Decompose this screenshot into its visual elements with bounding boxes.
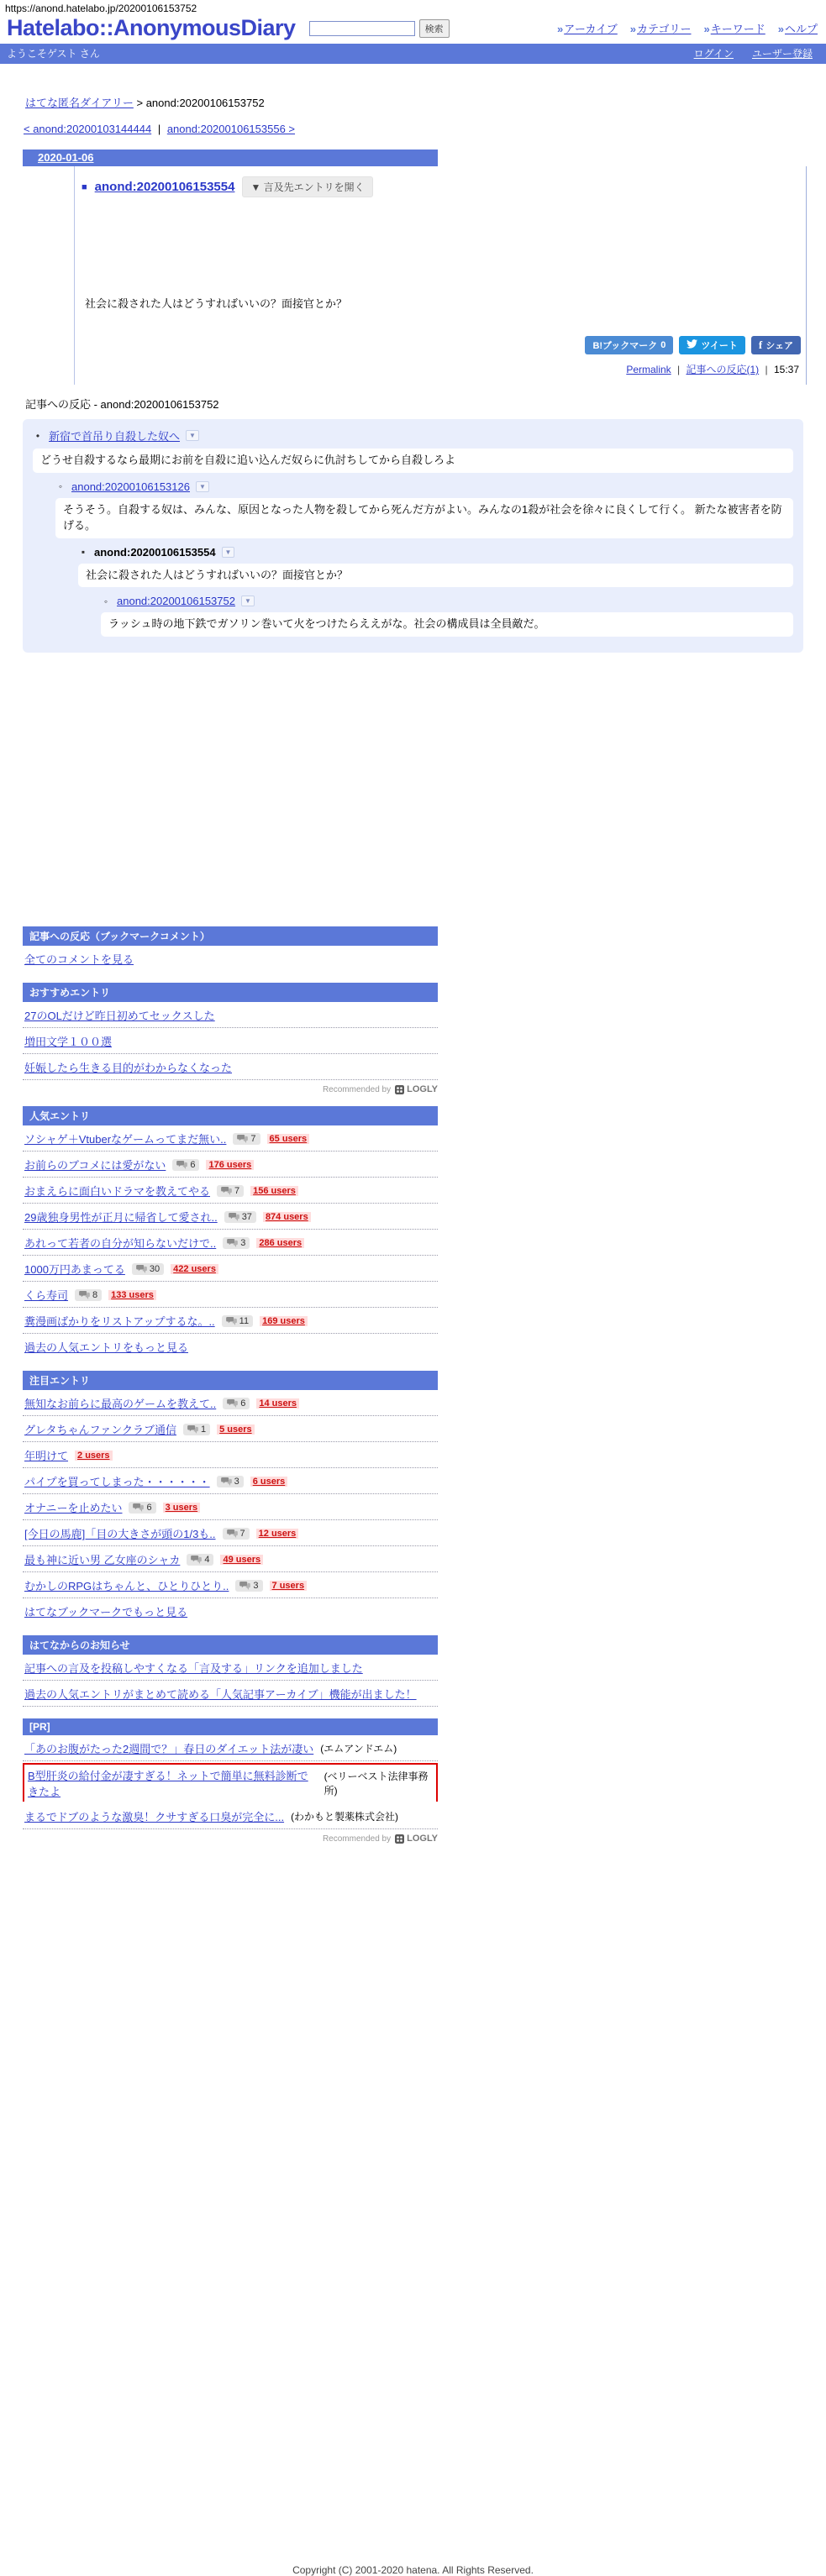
entry-link[interactable]: パイプを買ってしまった・・・・・・ xyxy=(24,1476,210,1489)
entry-link[interactable]: [今日の馬鹿]「目の大きさが頭の1/3も.. xyxy=(24,1528,216,1541)
comment-count-badge: 11 xyxy=(222,1315,253,1327)
list-item xyxy=(23,1416,438,1442)
list-item xyxy=(23,1028,438,1054)
users-count-badge[interactable]: 7 users xyxy=(270,1581,308,1591)
users-count-badge[interactable]: 133 users xyxy=(108,1290,156,1300)
entry-time: 15:37 xyxy=(773,364,799,375)
list-item xyxy=(23,1230,438,1256)
nav-link-help[interactable]: ヘルプ xyxy=(784,23,818,35)
users-count-badge[interactable]: 169 users xyxy=(260,1316,308,1326)
footer-copyright: Copyright (C) 2001-2020 hatena. All Rights Reserved. xyxy=(292,2564,534,2576)
list-item xyxy=(23,1520,438,1546)
section-header-recommended: おすすめエントリ xyxy=(23,983,438,1002)
entry-link[interactable]: 1000万円あまってる xyxy=(24,1263,125,1277)
chevron-down-icon[interactable]: ▼ xyxy=(186,430,199,441)
entry-title-link[interactable]: anond:20200106153554 xyxy=(94,180,235,194)
bullet-square-icon: ▪ xyxy=(81,546,86,559)
share-buttons xyxy=(82,336,801,354)
list-item xyxy=(23,1282,438,1308)
list-item xyxy=(23,1735,438,1761)
entry-link[interactable]: お前らのブコメには愛がない xyxy=(24,1159,166,1173)
comment-count-badge: 7 xyxy=(233,1133,260,1145)
comment-count-badge: 7 xyxy=(217,1185,244,1197)
users-count-badge[interactable]: 2 users xyxy=(75,1451,113,1461)
entry-link[interactable]: むかしのRPGはちゃんと、ひとりひとり.. xyxy=(24,1580,229,1593)
hatena-bookmark-button[interactable] xyxy=(585,336,673,354)
list-item xyxy=(23,1572,438,1598)
section-header-bookmark-comments: 記事への反応（ブックマークコメント） xyxy=(23,926,438,946)
nav-link-keyword[interactable]: キーワード xyxy=(710,23,765,35)
breadcrumb xyxy=(25,94,826,110)
entry-link[interactable]: 27のOLだけど昨日初めてセックスした xyxy=(24,1010,215,1023)
speech-bubbles-icon xyxy=(79,1291,90,1299)
tree-quote: 社会に殺された人はどうすればいいの？面接官とか？ xyxy=(78,564,793,588)
news-link[interactable]: 記事への言及を投稿しやすくなる「言及する」リンクを追加しました xyxy=(24,1662,363,1676)
list-item xyxy=(23,1204,438,1230)
logly-logo[interactable] xyxy=(395,1834,438,1844)
popular-list xyxy=(23,1125,438,1359)
section-header-featured: 注目エントリ xyxy=(23,1371,438,1390)
open-referenced-entry-button[interactable]: ▼ 言及先エントリを開く xyxy=(242,176,372,197)
speech-bubbles-icon xyxy=(229,1213,239,1221)
bullet-circle-icon: ◦ xyxy=(58,480,63,493)
speech-bubbles-icon xyxy=(187,1425,198,1434)
welcome-text: ようこそゲスト さん xyxy=(7,48,100,60)
entry-link[interactable]: 妊娠したら生きる目的がわからなくなった xyxy=(24,1062,233,1075)
users-count-badge[interactable]: 49 users xyxy=(220,1555,263,1565)
entry-section xyxy=(74,166,807,385)
comment-count-badge: 7 xyxy=(223,1528,250,1540)
pager-separator: | xyxy=(157,123,161,135)
nav-link-archive[interactable]: アーカイブ xyxy=(564,23,618,35)
entry-link[interactable]: あれって若者の自分が知らないだけで.. xyxy=(24,1237,217,1251)
hatena-bookmark-label: B!ブックマーク xyxy=(592,341,658,351)
date-link[interactable]: 2020-01-06 xyxy=(38,151,94,164)
tree-node-level3 xyxy=(78,546,793,637)
speech-bubbles-icon xyxy=(191,1556,202,1564)
list-item xyxy=(23,1442,438,1468)
entry-link[interactable]: グレタちゃんファンクラブ通信 xyxy=(24,1424,176,1437)
list-item xyxy=(23,1054,438,1080)
section-header-news: はてなからのお知らせ xyxy=(23,1635,438,1655)
nav-item-keyword xyxy=(704,20,765,36)
entry-title-row xyxy=(82,176,801,197)
site-title-link[interactable]: Hatelabo::AnonymousDiary xyxy=(7,15,296,40)
nav-item-archive xyxy=(557,20,618,36)
news-link[interactable]: 過去の人気エントリがまとめて読める「人気記事アーカイブ」機能が出ました！ xyxy=(24,1688,417,1702)
ad-company: (ベリーベスト法律事務所) xyxy=(324,1771,429,1797)
list-item xyxy=(23,1002,438,1028)
meta-separator: | xyxy=(677,364,681,375)
tree-current-entry: anond:20200106153554 xyxy=(94,545,216,559)
news-list xyxy=(23,1655,438,1707)
nav-item-help xyxy=(778,20,818,36)
prev-entry-link[interactable]: < anond:20200103144444 xyxy=(24,123,152,135)
meta-separator: | xyxy=(765,364,768,375)
chevron-down-icon[interactable]: ▼ xyxy=(196,481,209,492)
ad-link[interactable]: B型肝炎の給付金が凄すぎる！ネットで簡単に無料診断できたよ xyxy=(28,1770,308,1799)
permalink-link[interactable]: Permalink xyxy=(626,364,671,375)
list-item xyxy=(23,1152,438,1178)
section-header-popular: 人気エントリ xyxy=(23,1106,438,1125)
section-header-pr: [PR] xyxy=(23,1718,438,1735)
double-arrow-icon: » xyxy=(777,23,784,35)
entry-link[interactable]: 年明けて xyxy=(24,1450,69,1463)
tree-quote: どうせ自殺するなら最期にお前を自殺に追い込んだ奴らに仇討ちしてから自殺しろよ xyxy=(33,449,793,473)
search-box xyxy=(309,19,450,38)
ad-company: (エムアンドエム) xyxy=(320,1743,397,1755)
tweet-label: ツイート xyxy=(701,341,738,351)
logly-brand-text: LOGLY xyxy=(407,1834,438,1844)
list-item xyxy=(23,1655,438,1681)
recommended-by-text: Recommended by xyxy=(322,1834,392,1844)
list-item xyxy=(23,1308,438,1334)
speech-bubbles-icon xyxy=(136,1265,147,1273)
double-arrow-icon: » xyxy=(703,23,710,35)
more-popular-link[interactable]: 過去の人気エントリをもっと見る xyxy=(24,1341,189,1355)
comment-count-badge: 6 xyxy=(172,1159,199,1171)
entry-link[interactable]: 最も神に近い男 乙女座のシャカ xyxy=(24,1554,181,1567)
comment-count-badge: 3 xyxy=(223,1237,250,1249)
empty-area xyxy=(0,653,826,915)
users-count-badge[interactable]: 156 users xyxy=(250,1186,298,1196)
masthead xyxy=(7,15,821,41)
list-item xyxy=(23,1390,438,1416)
double-arrow-icon: » xyxy=(629,23,637,35)
list-item xyxy=(23,1256,438,1282)
next-entry-link[interactable]: anond:20200106153556 > xyxy=(166,123,296,135)
empty-area xyxy=(0,1845,826,2564)
reactions-count-link[interactable]: 記事への反応(1) xyxy=(686,364,760,375)
entry-link[interactable]: 増田文学１００選 xyxy=(24,1036,113,1049)
list-item xyxy=(23,1468,438,1494)
tree-node-level2 xyxy=(55,480,793,637)
list-item xyxy=(23,1125,438,1152)
collapsed-reference-area xyxy=(82,197,801,295)
entry-link[interactable]: 糞漫画ばかりをリストアップするな。.. xyxy=(24,1315,215,1329)
reactions-heading: 記事への反応 - anond:20200106153752 xyxy=(25,398,219,411)
register-link[interactable]: ユーザー登録 xyxy=(751,48,813,60)
logly-grid-icon xyxy=(395,1834,404,1844)
ad-link[interactable]: 「あのお腹がたった2週間で？」春日のダイエット法が凄い xyxy=(24,1743,314,1756)
ad-link[interactable]: まるでドブのような激臭！クサすぎる口臭が完全に... xyxy=(24,1811,285,1824)
chevron-down-icon[interactable]: ▼ xyxy=(241,595,255,606)
entry-meta xyxy=(82,362,801,380)
users-count-badge[interactable]: 422 users xyxy=(171,1264,218,1274)
users-count-badge[interactable]: 3 users xyxy=(163,1503,201,1513)
breadcrumb-separator: > xyxy=(136,97,144,109)
users-count-badge[interactable]: 5 users xyxy=(217,1424,255,1435)
logly-grid-icon xyxy=(395,1085,404,1094)
comment-count-badge: 37 xyxy=(224,1211,256,1223)
entry-body-text: 社会に殺された人はどうすればいいの？面接官とか？ xyxy=(85,297,348,310)
users-count-badge[interactable]: 176 users xyxy=(206,1160,254,1170)
speech-bubbles-icon xyxy=(176,1161,187,1169)
logly-brand-text: LOGLY xyxy=(407,1084,438,1095)
view-all-comments-link[interactable]: 全てのコメントを見る xyxy=(24,953,134,967)
users-count-badge[interactable]: 6 users xyxy=(250,1477,288,1487)
ad-company: (わかもと製薬株式会社) xyxy=(291,1811,399,1823)
speech-bubbles-icon xyxy=(227,1239,238,1247)
reaction-tree xyxy=(23,419,803,653)
comment-count-badge: 1 xyxy=(183,1424,210,1435)
nav-link-category[interactable]: カテゴリー xyxy=(637,23,692,35)
page-url-text: https://anond.hatelabo.jp/20200106153752 xyxy=(5,3,197,14)
users-count-badge[interactable]: 874 users xyxy=(263,1212,311,1222)
speech-bubbles-icon xyxy=(133,1503,144,1512)
entry-link[interactable]: くら寿司 xyxy=(24,1289,69,1303)
user-bar xyxy=(0,44,826,64)
entry-link[interactable]: 無知なお前らに最高のゲームを教えて.. xyxy=(24,1398,217,1411)
entry-link[interactable]: オナニーを止めたい xyxy=(24,1502,123,1515)
double-arrow-icon: » xyxy=(556,23,564,35)
speech-bubbles-icon xyxy=(221,1477,232,1486)
speech-bubbles-icon xyxy=(227,1399,238,1408)
users-count-badge[interactable]: 65 users xyxy=(267,1134,310,1144)
comment-count-badge: 3 xyxy=(217,1476,244,1487)
entry-anchor-icon[interactable]: ■ xyxy=(82,181,87,192)
tree-quote: そうそう。自殺する奴は、みんな、原因となった人物を殺してから死んだ方がよい。みんなの1殺が社会を徐々に良くして行く。 新たな被害者を防げる。 xyxy=(55,498,793,538)
comment-count-badge: 3 xyxy=(235,1580,262,1592)
tree-entry-link[interactable]: anond:20200106153126 xyxy=(71,480,190,493)
search-input[interactable] xyxy=(309,21,415,36)
date-header xyxy=(23,150,438,166)
comment-count-badge: 6 xyxy=(129,1502,155,1514)
speech-bubbles-icon xyxy=(221,1187,232,1195)
comment-count-badge: 6 xyxy=(223,1398,250,1409)
list-item xyxy=(23,1803,438,1829)
entry-link[interactable]: ソシャゲ＋Vtuberなゲームってまだ無い.. xyxy=(24,1133,227,1146)
bookmark-comments-list xyxy=(23,946,438,971)
list-item xyxy=(23,1494,438,1520)
bullet-circle-icon: ◦ xyxy=(103,595,108,607)
entry-pager xyxy=(24,123,826,135)
speech-bubbles-icon xyxy=(237,1135,248,1143)
facebook-share-button[interactable] xyxy=(751,336,801,354)
speech-bubbles-icon xyxy=(227,1529,238,1538)
search-button[interactable]: 検索 xyxy=(419,19,450,38)
users-count-badge[interactable]: 286 users xyxy=(256,1238,304,1248)
list-item xyxy=(23,1178,438,1204)
tree-entry-link[interactable]: 新宿で首吊り自殺した奴へ xyxy=(49,430,181,443)
tree-node-level1 xyxy=(23,419,803,653)
twitter-bird-icon xyxy=(687,339,697,351)
users-count-badge[interactable]: 12 users xyxy=(256,1529,299,1539)
chevron-down-icon[interactable]: ▼ xyxy=(222,547,235,558)
pr-list xyxy=(23,1735,438,1829)
featured-list xyxy=(23,1390,438,1624)
logly-logo[interactable] xyxy=(395,1084,438,1094)
facebook-f-icon: f xyxy=(758,338,763,351)
top-nav xyxy=(557,20,821,36)
recommended-by-text: Recommended by xyxy=(322,1084,392,1094)
hatena-bookmark-count: 0 xyxy=(660,340,666,350)
login-link[interactable]: ログイン xyxy=(693,48,734,60)
breadcrumb-home-link[interactable]: はてな匿名ダイアリー xyxy=(25,97,134,109)
bullet-disc-icon: • xyxy=(35,429,40,442)
facebook-share-label: シェア xyxy=(765,341,793,351)
comment-count-badge: 8 xyxy=(75,1289,102,1301)
nav-item-category xyxy=(630,20,692,36)
speech-bubbles-icon xyxy=(239,1582,250,1590)
highlighted-ad-row xyxy=(23,1763,438,1802)
tree-quote: ラッシュ時の地下鉄でガソリン巻いて火をつけたらええがな。社会の構成員は全員敵だ。 xyxy=(101,612,793,637)
entry-link[interactable]: 29歳独身男性が正月に帰省して愛され.. xyxy=(24,1211,218,1225)
comment-count-badge: 4 xyxy=(187,1554,213,1566)
logly-credit xyxy=(23,1834,438,1844)
tree-node-level4 xyxy=(101,595,793,637)
entry-link[interactable]: おまえらに面白いドラマを教えてやる xyxy=(24,1185,211,1199)
logly-credit xyxy=(23,1084,438,1094)
list-item xyxy=(23,1546,438,1572)
list-item xyxy=(23,1681,438,1707)
speech-bubbles-icon xyxy=(226,1317,237,1325)
tree-entry-link[interactable]: anond:20200106153752 xyxy=(117,595,235,608)
recommended-list xyxy=(23,1002,438,1080)
tweet-button[interactable] xyxy=(679,336,744,354)
comment-count-badge: 30 xyxy=(132,1263,164,1275)
users-count-badge[interactable]: 14 users xyxy=(256,1398,299,1409)
more-featured-link[interactable]: はてなブックマークでもっと見る xyxy=(24,1606,188,1619)
breadcrumb-current: anond:20200106153752 xyxy=(145,97,265,109)
